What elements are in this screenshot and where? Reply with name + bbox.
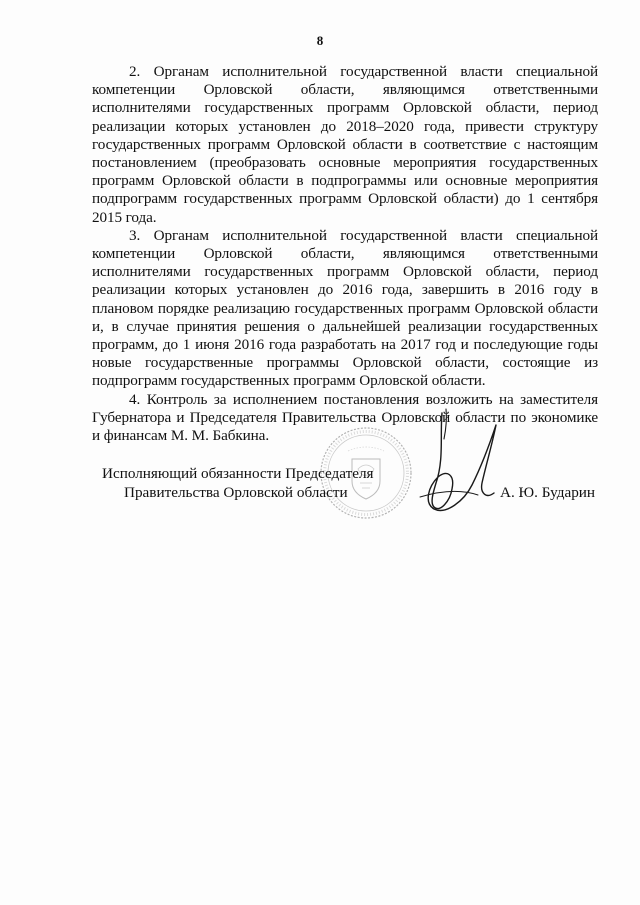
- signature-icon: [400, 405, 520, 525]
- document-body: [92, 63, 598, 445]
- paragraph-2: 2. Органам исполнительной государственной власти специальной компетенции Орловской области, являющимся ответственными исполнителями государственных программ Орловской области, период реализации которых установлен до 2018–2020 года, привести структуру государственных программ Орловской области в соответствие с настоящим постановлением (преобразовать основные мероприятия государственных программ Орловской области в подпрограммы или основные мероприятия подпрограмм государственных программ Орловской области) до 1 сентября 2015 года.: [92, 63, 598, 226]
- signatory-title-line-2: Правительства Орловской области: [124, 484, 348, 501]
- page-number: 8: [316, 33, 324, 48]
- paragraph-3: 3. Органам исполнительной государственной власти специальной компетенции Орловской области, являющимся ответственными исполнителями государственных программ Орловской области, период реализации которых установлен до 2016 года, завершить в 2016 году в плановом порядке реализацию государственных программ Орловской области и, в случае принятия решения о дальнейшей реализации государственных программ, до 1 июня 2016 года разработать на 2017 год и последующие годы новые государственные программы Орловской области, состоящие из подпрограмм государственных программ Орловской области.: [92, 226, 598, 390]
- signatory-name: А. Ю. Бударин: [500, 484, 596, 501]
- signatory-title-line-1: Исполняющий обязанности Председателя: [102, 465, 374, 482]
- paragraph-4: 4. Контроль за исполнением постановления возложить на заместителя Губернатора и Председателя Правительства Орловской области по экономике и финансам М. М. Бабкина.: [92, 390, 598, 445]
